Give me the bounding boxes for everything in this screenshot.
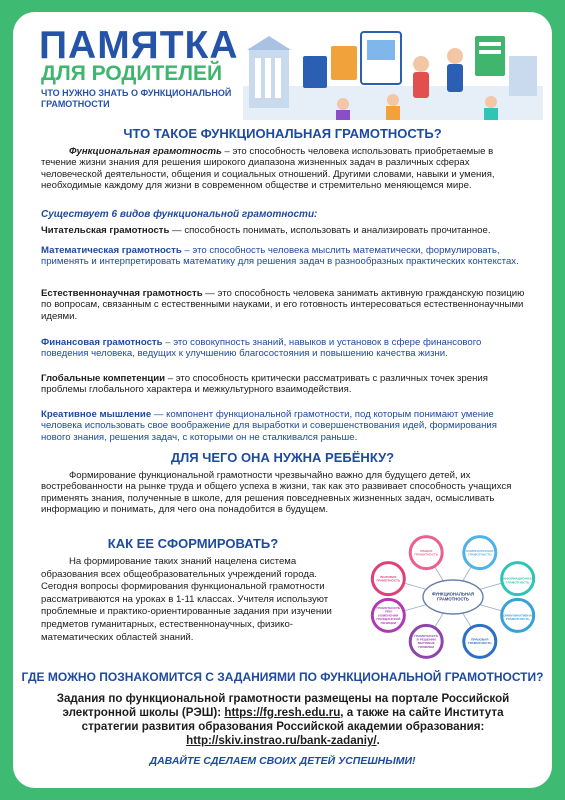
type-term: Математическая грамотность	[41, 245, 182, 256]
intro-text: – это способность человека использовать приобретаемые в течение жизни знания для решения широкого диапазона жизненных задач в различных сферах человеческой деятельности, общения и социальных отношений. Другими словами, навыки и умения, необходимые каждому для жизни в современном обществе и стремительно меняющемся мире.	[41, 146, 495, 191]
svg-text:ОБЩАЯ: ОБЩАЯ	[420, 548, 433, 553]
type-term: Финансовая грамотность	[41, 337, 163, 348]
hero-illustration	[243, 26, 543, 120]
svg-text:ГРАМОТНОСТЬ: ГРАМОТНОСТЬ	[414, 633, 439, 638]
diagram-node	[410, 625, 442, 657]
portal-text-c: .	[376, 734, 380, 747]
type-term: Глобальные компетенции	[41, 373, 166, 384]
slogan: ДАВАЙТЕ СДЕЛАЕМ СВОИХ ДЕТЕЙ УСПЕШНЫМИ!	[149, 755, 416, 767]
type-text: – это способность человека мыслить математически, формулировать, применять и интерпретировать математику для решения задач в разнообразных практических контекстах.	[41, 245, 519, 268]
page-subtitle: ДЛЯ РОДИТЕЛЕЙ	[41, 62, 223, 85]
svg-text:ИНФОРМАЦИОННАЯ: ИНФОРМАЦИОННАЯ	[501, 576, 534, 581]
svg-text:ГРАМОТНОСТЬ: ГРАМОТНОСТЬ	[437, 596, 469, 602]
svg-text:КОМПЬЮТЕРНАЯ: КОМПЬЮТЕРНАЯ	[466, 548, 494, 553]
type-math	[41, 245, 527, 268]
types-heading: Существует 6 видов функциональной грамотности:	[41, 209, 318, 220]
section-heading-where: ГДЕ МОЖНО ПОЗНАКОМИТСЯ С ЗАДАНИЯМИ ПО ФУНКЦИОНАЛЬНОЙ ГРАМОТНОСТИ?	[21, 670, 544, 684]
leaflet-sheet	[13, 12, 552, 788]
svg-text:ИЗМЕНЕНИИ: ИЗМЕНЕНИИ	[378, 613, 399, 618]
why-paragraph: Формирование функциональной грамотности чрезвычайно важно для будущего детей, их востребованности на рынке труда и общего успеха в жизни, так как это развивает способность учащихся применять знания, полученные в школе, для решения повседневных жизненных задач, осмысливать информацию и понимать, для чего она понадобится в будущем.	[41, 470, 512, 515]
svg-text:ГРАМОТНОСТЬ: ГРАМОТНОСТЬ	[376, 605, 401, 610]
diagram-node	[372, 563, 404, 595]
svg-text:ГРАЖДАНСКОЙ: ГРАЖДАНСКОЙ	[376, 617, 401, 622]
resh-link[interactable]: https://fg.resh.edu.ru	[224, 706, 341, 719]
section-heading-how: КАК ЕЕ СФОРМИРОВАТЬ?	[107, 536, 279, 551]
svg-text:ПРИ: ПРИ	[385, 609, 392, 614]
svg-text:ПРОБЛЕМ: ПРОБЛЕМ	[418, 644, 435, 649]
diagram-node	[372, 599, 404, 631]
type-creative	[41, 409, 527, 443]
portal-text-b: , а также на сайте Института стратегии развития образования Российской академии образования:	[81, 706, 504, 733]
type-term: Читательская грамотность	[41, 225, 170, 236]
svg-text:БЫТОВАЯ: БЫТОВАЯ	[380, 574, 397, 579]
literacy-diagram	[361, 532, 545, 662]
intro-term: Функциональная грамотность	[69, 146, 222, 157]
type-text: – это способность критически рассматривать с различных точек зрения проблемы глобального характера и межкультурного взаимодействия.	[41, 373, 488, 396]
intro-paragraph	[41, 146, 527, 191]
type-term: Креативное мышление	[41, 409, 152, 420]
type-term: Естественнонаучная грамотность	[41, 288, 203, 299]
how-paragraph: На формирование таких знаний нацелена система образования всех общеобразовательных учреждений города. Сегодня вопросы формирования функциональной грамотности рассматриваются на уроках в 1-11 классах. Учителя используют проблемные и практико-ориентированные задания при изучении предметов гуманитарных, естественнонаучных, физико-математических областей знаний.	[41, 556, 332, 643]
portal-paragraph	[43, 692, 523, 748]
diagram-center	[423, 580, 483, 614]
type-text: — способность понимать, использовать и анализировать прочитанное.	[169, 225, 491, 236]
diagram-node	[502, 563, 535, 595]
svg-text:ГРАМОТНОСТЬ: ГРАМОТНОСТЬ	[467, 552, 492, 557]
type-text: – это совокупность знаний, навыков и установок в сфере финансового поведения человека, ведущих к улучшению благосостояния и повышению качества жизни.	[41, 337, 482, 360]
svg-text:ГРАМОТНОСТЬ: ГРАМОТНОСТЬ	[376, 578, 401, 583]
section-heading-what: ЧТО ТАКОЕ ФУНКЦИОНАЛЬНАЯ ГРАМОТНОСТЬ?	[123, 126, 442, 141]
svg-text:ГРАМОТНОСТЬ: ГРАМОТНОСТЬ	[505, 580, 530, 585]
type-global	[41, 373, 527, 396]
svg-text:В РЕШЕНИИ: В РЕШЕНИИ	[416, 637, 436, 642]
page-title: ПАМЯТКА	[39, 24, 239, 67]
section-heading-why: ДЛЯ ЧЕГО ОНА НУЖНА РЕБЁНКУ?	[170, 450, 395, 465]
diagram-node	[464, 625, 496, 657]
svg-text:КОММУНИКАТИВНАЯ: КОММУНИКАТИВНАЯ	[501, 613, 535, 618]
portal-text-a: Задания по функциональной грамотности размещены на портале Российской электронной школы (РЭШ):	[56, 692, 510, 719]
type-text: — это способность человека занимать активную гражданскую позицию по вопросам, связанным с естественными науками, и его готовность интересоваться естественнонаучными идеями.	[41, 288, 525, 322]
svg-text:ГРАМОТНОСТЬ: ГРАМОТНОСТЬ	[467, 641, 492, 646]
type-reading	[41, 225, 527, 236]
svg-text:ПРАВОВАЯ: ПРАВОВАЯ	[471, 637, 489, 642]
svg-text:ФУНКЦИОНАЛЬНАЯ: ФУНКЦИОНАЛЬНАЯ	[431, 591, 475, 597]
diagram-node	[501, 599, 535, 631]
type-science	[41, 288, 527, 322]
diagram-node	[410, 537, 442, 569]
page-tagline: ЧТО НУЖНО ЗНАТЬ О ФУНКЦИОНАЛЬНОЙ ГРАМОТНОСТИ	[41, 88, 232, 109]
instrao-link[interactable]: http://skiv.instrao.ru/bank-zadaniy/	[186, 734, 377, 747]
svg-text:ГРАМОТНОСТЬ: ГРАМОТНОСТЬ	[505, 617, 530, 622]
type-text: — компонент функциональной грамотности, под которым понимают умение человека использовать свое воображение для выработки и совершенствования идей, формирования нового знания, решения задач, с которыми он не сталкивался раньше.	[41, 409, 497, 443]
svg-text:БЫТОВЫХ: БЫТОВЫХ	[417, 641, 435, 646]
svg-text:ГРАМОТНОСТЬ: ГРАМОТНОСТЬ	[414, 552, 439, 557]
type-finance	[41, 337, 527, 360]
diagram-node	[464, 537, 496, 569]
svg-text:ПОЗИЦИИ: ПОЗИЦИИ	[380, 620, 397, 625]
